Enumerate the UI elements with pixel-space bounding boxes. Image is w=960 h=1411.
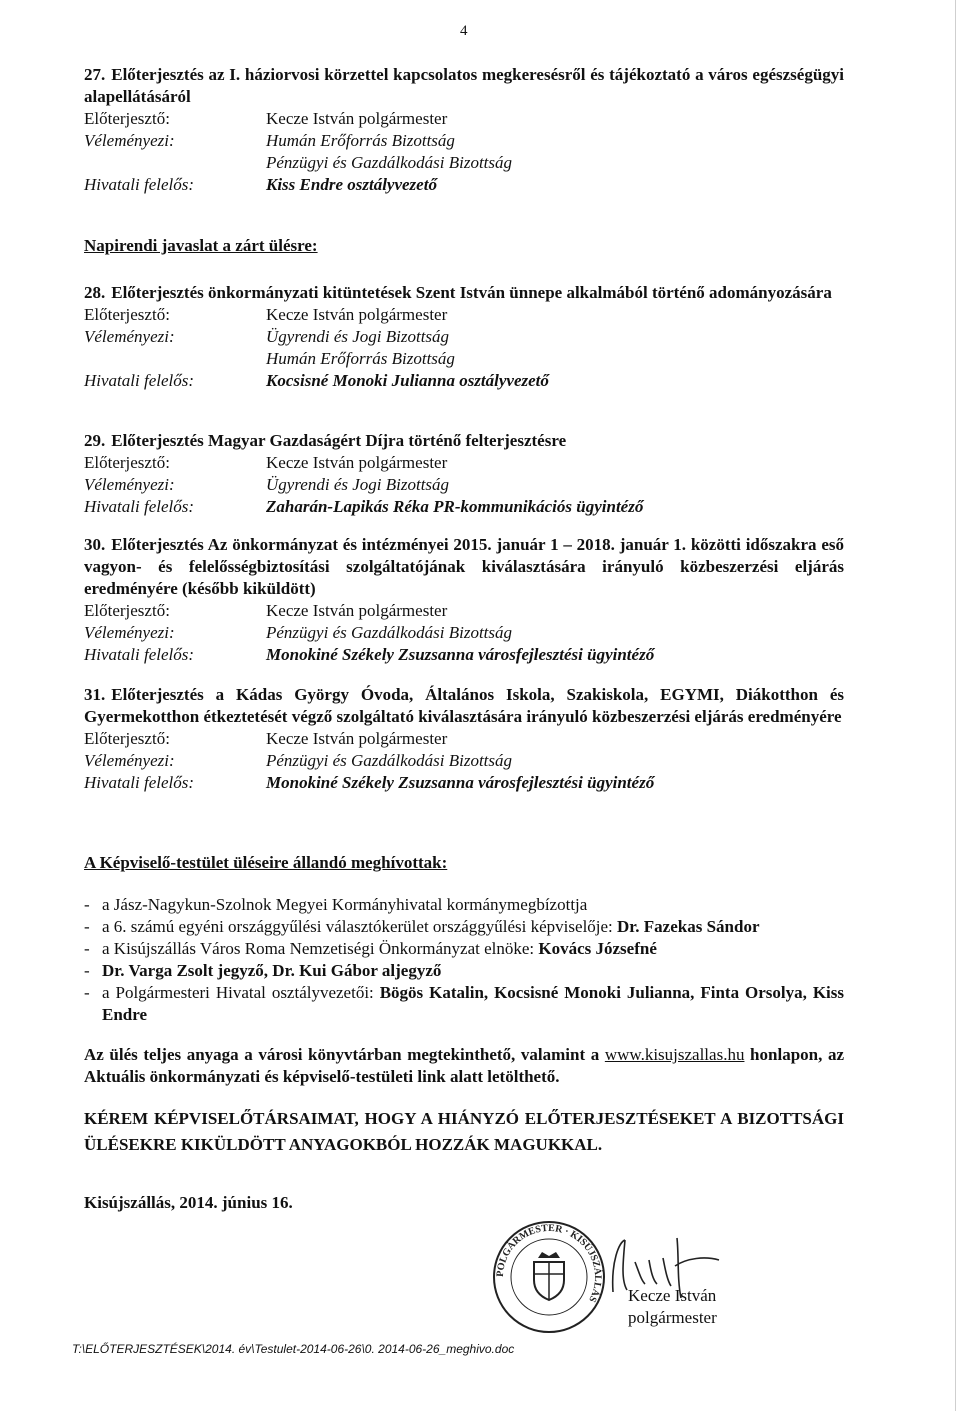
page-edge-line — [955, 0, 956, 1411]
reviewer-row: Pénzügyi és Gazdálkodási Bizottság — [266, 153, 513, 172]
official-stamp — [490, 1218, 608, 1336]
closed-session-heading: Napirendi javaslat a zárt ülésre: — [84, 236, 318, 255]
reviewer-row: Véleményezi: Pénzügyi és Gazdálkodási Bizottság — [84, 751, 513, 770]
agenda-item-title: 29. Előterjesztés Magyar Gazdaságért Díjra történő felterjesztésre — [84, 431, 567, 450]
agenda-item-title: 30. Előterjesztés Az önkormányzat és intézményei 2015. január 1 – 2018. január 1. közötti időszakra eső vagyon- és felelősségbiztosítási szolgáltatójának kiválasztására irányuló közbeszerzési eljárás eredményére (később kiküldött) — [84, 535, 844, 598]
agenda-item-31 — [84, 684, 844, 794]
officer-row: Hivatali felelős: Kocsisné Monoki Julianna osztályvezető — [84, 371, 549, 390]
agenda-item-30 — [84, 534, 844, 666]
presenter-row: Előterjesztő: Kecze István polgármester — [84, 109, 448, 128]
list-item: - a 6. számú egyéni országgyűlési választókerület országgyűlési képviselője: Dr. Fazekas Sándor — [84, 917, 760, 936]
reviewer-row: Véleményezi: Ügyrendi és Jogi Bizottság — [84, 475, 450, 494]
officer-row: Hivatali felelős: Monokiné Székely Zsuzsanna városfejlesztési ügyintéző — [84, 773, 655, 792]
agenda-item-28 — [84, 282, 844, 392]
website-link[interactable]: www.kisujszallas.hu — [604, 1045, 745, 1064]
page-number: 4 — [460, 23, 468, 39]
file-path: T:\ELŐTERJESZTÉSEK\2014. év\Testulet-2014-06-26\0. 2014-06-26_meghivo.doc — [72, 1342, 515, 1356]
agenda-item-title: 28. Előterjesztés önkormányzati kitüntetések Szent István ünnepe alkalmából történő adományozására — [84, 283, 832, 302]
list-item: - a Polgármesteri Hivatal osztályvezetői: Bögös Katalin, Kocsisné Monoki Julianna, Finta Orsolya, Kiss Endre — [84, 983, 844, 1024]
signer-title: polgármester — [628, 1308, 717, 1327]
presenter-row: Előterjesztő: Kecze István polgármester — [84, 601, 448, 620]
agenda-item-27 — [84, 64, 844, 196]
reviewer-row: Véleményezi: Humán Erőforrás Bizottság — [84, 131, 455, 150]
list-item: - Dr. Varga Zsolt jegyző, Dr. Kui Gábor aljegyző — [84, 961, 442, 980]
invitees-list — [84, 894, 844, 1026]
agenda-item-29 — [84, 430, 844, 518]
reviewer-row: Véleményezi: Pénzügyi és Gazdálkodási Bizottság — [84, 623, 513, 642]
request-paragraph: KÉREM KÉPVISELŐTÁRSAIMAT, HOGY A HIÁNYZÓ ELŐTERJESZTÉSEKET A BIZOTTSÁGI ÜLÉSEKRE KIKÜLDÖTT ANYAGOKBÓL HOZZÁK MAGUKKAL. — [84, 1109, 844, 1154]
officer-row: Hivatali felelős: Zaharán-Lapikás Réka PR-kommunikációs ügyintéző — [84, 497, 644, 516]
presenter-row: Előterjesztő: Kecze István polgármester — [84, 729, 448, 748]
officer-row: Hivatali felelős: Kiss Endre osztályvezető — [84, 175, 437, 194]
reviewer-row: Véleményezi: Ügyrendi és Jogi Bizottság — [84, 327, 450, 346]
svg-text:POLGÁRMESTER · KISÚJSZÁLLÁS: POLGÁRMESTER · KISÚJSZÁLLÁS — [494, 1222, 604, 1304]
list-item: - a Kisújszállás Város Roma Nemzetiségi Önkormányzat elnöke: Kovács Józsefné — [84, 939, 657, 958]
officer-row: Hivatali felelős: Monokiné Székely Zsuzsanna városfejlesztési ügyintéző — [84, 645, 655, 664]
signer-name: Kecze István — [628, 1286, 717, 1305]
agenda-item-title: 31. Előterjesztés a Kádas György Óvoda, Általános Iskola, Szakiskola, EGYMI, Diákotthon és Gyermekotthon étkeztetését végző szolgáltató kiválasztására irányuló közbeszerzési eljárás eredményére — [84, 685, 844, 726]
list-item: - a Jász-Nagykun-Szolnok Megyei Kormányhivatal kormánymegbízottja — [84, 895, 588, 914]
reviewer-row: Humán Erőforrás Bizottság — [266, 349, 455, 368]
presenter-row: Előterjesztő: Kecze István polgármester — [84, 453, 448, 472]
place-date: Kisújszállás, 2014. június 16. — [84, 1193, 293, 1212]
presenter-row: Előterjesztő: Kecze István polgármester — [84, 305, 448, 324]
agenda-item-title: 27. Előterjesztés az I. háziorvosi körzettel kapcsolatos megkeresésről és tájékoztató a város egészségügyi alapellátásáról — [84, 65, 844, 106]
signer-block — [628, 1285, 768, 1329]
invitees-heading: A Képviselő-testület üléseire állandó meghívottak: — [84, 853, 448, 872]
materials-paragraph: Az ülés teljes anyaga a városi könyvtárban megtekinthető, valamint a www.kisujszallas.hu honlapon, az Aktuális önkormányzati és képviselő-testületi link alatt letölthető. — [84, 1045, 844, 1086]
